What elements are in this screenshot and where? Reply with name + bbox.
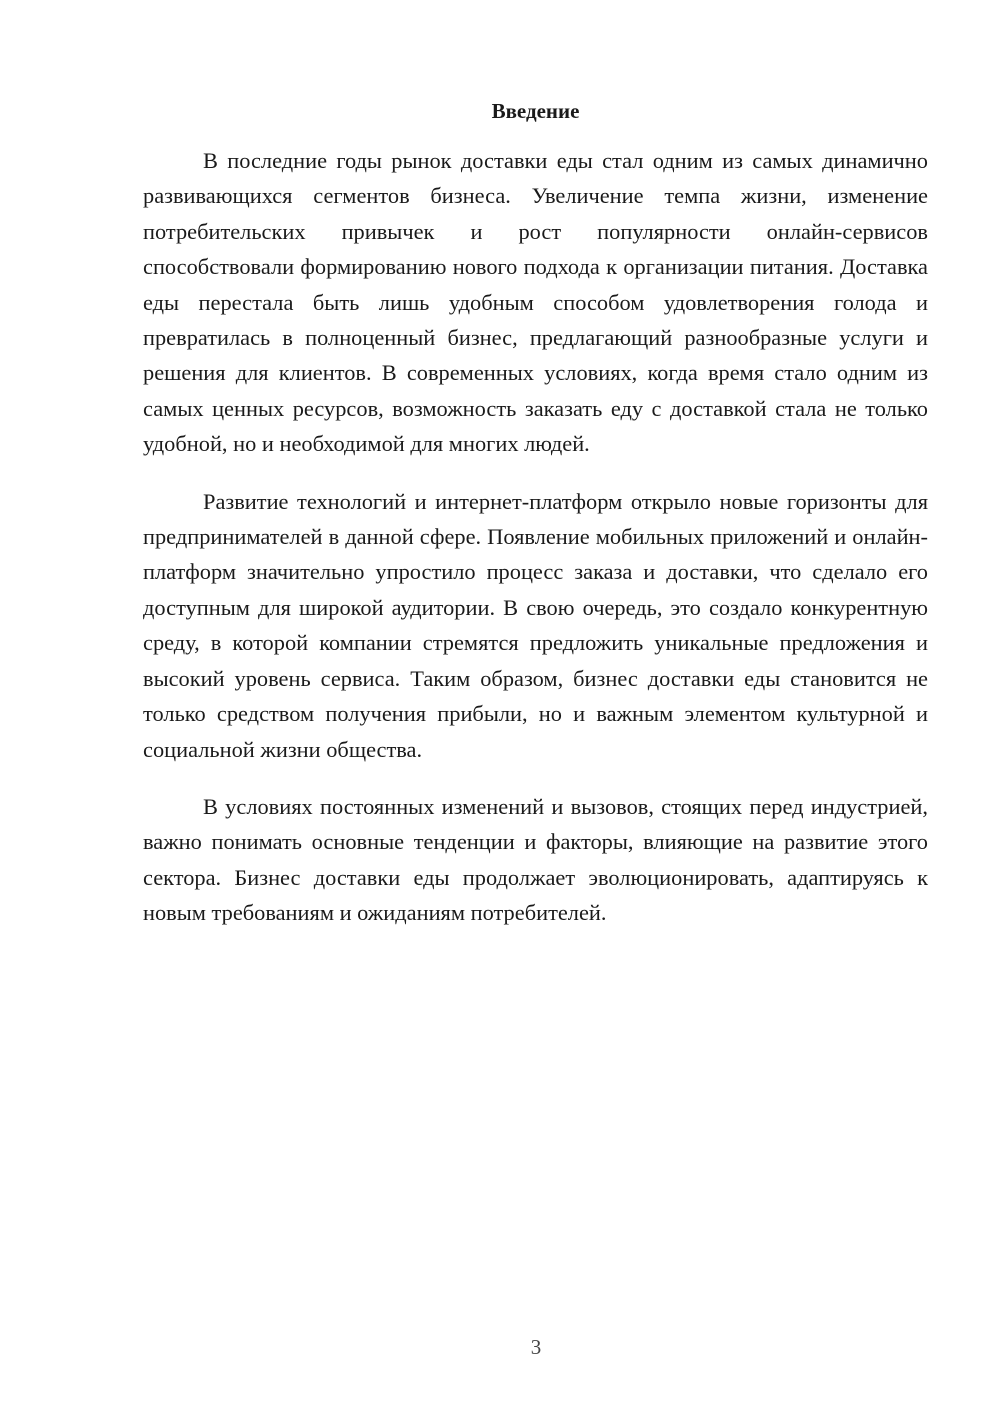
section-title: Введение: [491, 99, 580, 123]
paragraph-2: Развитие технологий и интернет-платформ открыло новые горизонты для предпринимателей в данной сфере. Появление мобильных приложений и онлайн-платформ значительно упростило процесс заказа и доставки, что сделало его доступным для широкой аудитории. В свою очередь, это создало конкурентную среду, в которой компании стремятся предложить уникальные предложения и высокий уровень сервиса. Таким образом, бизнес доставки еды становится не только средством получения прибыли, но и важным элементом культурной и социальной жизни общества.: [143, 488, 928, 762]
paragraph-1: В последние годы рынок доставки еды стал одним из самых динамично развивающихся сегментов бизнеса. Увеличение темпа жизни, изменение потребительских привычек и рост популярности онлайн-сервисов способствовали формированию нового подхода к организации питания. Доставка еды перестала быть лишь удобным способом удовлетворения голода и превратилась в полноценный бизнес, предлагающий разнообразные услуги и решения для клиентов. В современных условиях, когда время стало одним из самых ценных ресурсов, возможность заказать еду с доставкой стала не только удобной, но и необходимой для многих людей.: [143, 148, 928, 457]
body-text: [143, 143, 928, 953]
paragraph-3: В условиях постоянных изменений и вызовов, стоящих перед индустрией, важно понимать основные тенденции и факторы, влияющие на развитие этого сектора. Бизнес доставки еды продолжает эволюционировать, адаптируясь к новым требованиям и ожиданиям потребителей.: [143, 793, 928, 926]
page-number: 3: [530, 1335, 542, 1359]
